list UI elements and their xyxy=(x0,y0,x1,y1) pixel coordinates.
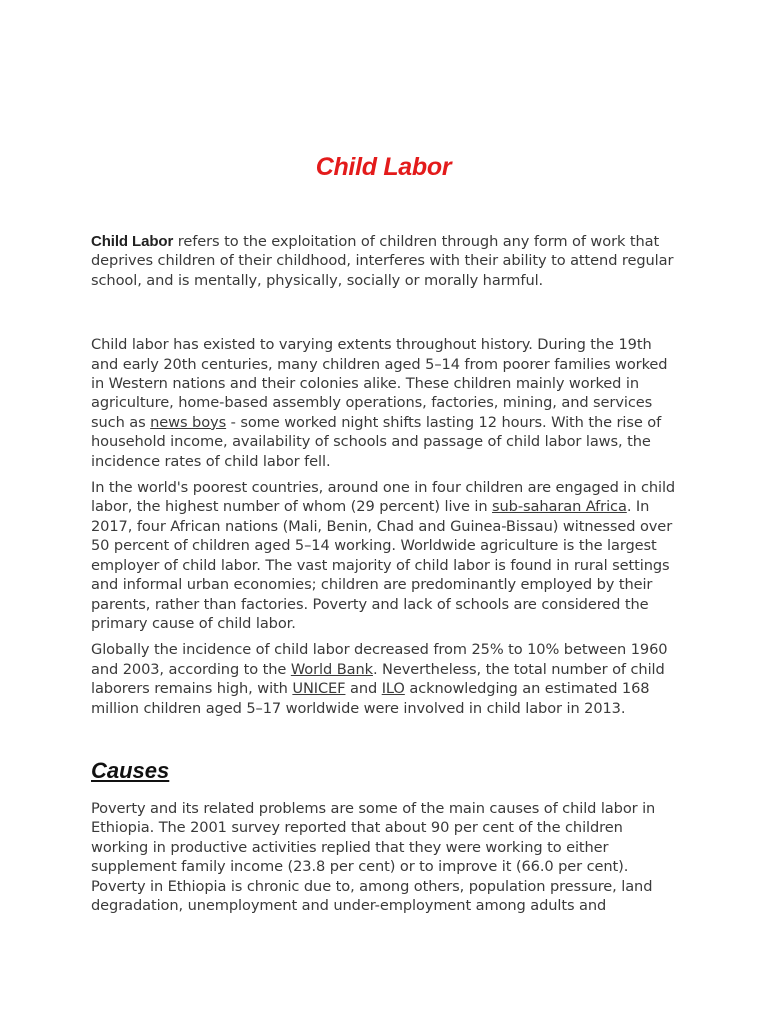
poorest-countries-paragraph xyxy=(91,478,676,633)
history-text-2: - some worked night shifts lasting 12 hours. With the rise of household income, availability of schools and passage of child labor laws, the incidence rates of child labor fell. xyxy=(91,413,662,470)
document-title: Child Labor xyxy=(315,153,452,181)
intro-paragraph xyxy=(91,232,676,290)
global-text-4: acknowledging an estimated 168 million children aged 5–17 worldwide were involved in child labor in 2013. xyxy=(91,680,650,717)
history-paragraph xyxy=(91,335,676,471)
global-text-1: Globally the incidence of child labor decreased from 25% to 10% between 1960 and 2003, according to the xyxy=(91,641,668,678)
causes-paragraph: Poverty and its related problems are some of the main causes of child labor in Ethiopia. The 2001 survey reported that about 90 per cent of the children working in productive activities replied that they were working to either supplement family income (23.8 per cent) or to improve it (66.0 per cent). Poverty in Ethiopia is chronic due to, among others, population pressure, land degradation, unemployment and under-employment among adults and xyxy=(91,799,656,914)
sub-saharan-africa-link[interactable]: sub-saharan Africa xyxy=(492,498,627,516)
global-incidence-paragraph xyxy=(91,640,676,718)
history-text-1: Child labor has existed to varying extents throughout history. During the 19th and early 20th centuries, many children aged 5–14 from poorer families worked in Western nations and their colonies alike. These children mainly worked in agriculture, home-based assembly operations, factories, mining, and services such as xyxy=(91,336,668,431)
ilo-link[interactable]: ILO xyxy=(381,680,405,698)
poorest-text-1: In the world's poorest countries, around one in four children are engaged in child labor, the highest number of whom (29 percent) live in xyxy=(91,479,676,516)
poorest-text-2: . In 2017, four African nations (Mali, Benin, Chad and Guinea-Bissau) witnessed over 50 percent of children aged 5–14 working. Worldwide agriculture is the largest employer of child labor. The vast majority of child labor is found in rural settings and informal urban economies; children are predominantly employed by their parents, rather than factories. Poverty and lack of schools are considered the primary cause of child labor. xyxy=(91,498,673,632)
news-boys-link[interactable]: news boys xyxy=(150,413,227,431)
causes-heading: Causes xyxy=(91,757,170,783)
unicef-link[interactable]: UNICEF xyxy=(292,680,346,698)
intro-term: Child Labor xyxy=(91,233,174,250)
global-text-2: . Nevertheless, the total number of child laborers remains high, with xyxy=(91,660,665,698)
world-bank-link[interactable]: World Bank xyxy=(290,660,373,678)
global-text-3: and xyxy=(345,680,382,698)
intro-text: refers to the exploitation of children through any form of work that deprives children of their childhood, interferes with their ability to attend regular school, and is mentally, physically, socially or morally harmful. xyxy=(91,233,674,289)
